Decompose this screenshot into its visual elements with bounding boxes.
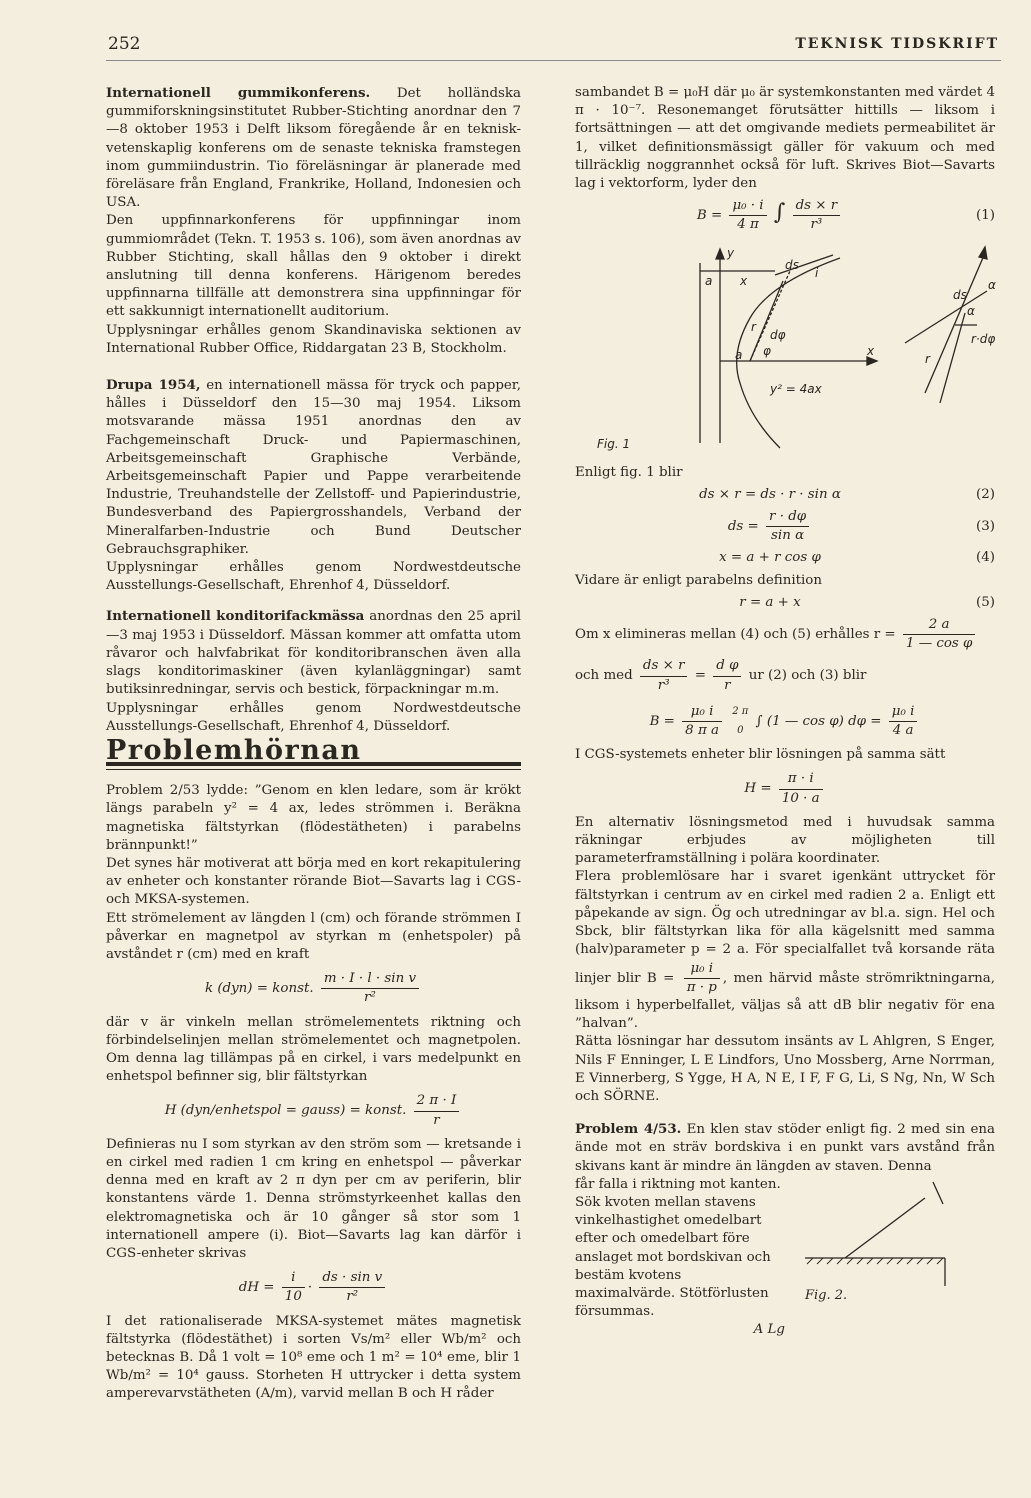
article-konditorifackmassa: Internationell konditorifackmässa anordnas den 25 april —3 maj 1953 i Düsseldorf. Mässan kommer att omfatta utom råvaror och halvfabrikat för konditoribranschen även alla slags konditorimaskiner (även kylanläggningar) samt butiksinredningar, servis och bestick, förpackningar m.m. [106,608,521,698]
formula-dH: dH = $\frac{i}{10}$ · $\frac{\text{ds · sin v}}{\text{r²}}$ [106,1269,521,1306]
paragraph: I det rationaliserade MKSA-systemet mätes magnetisk fältstyrka (flödestäthet) i sorten Vs/m² eller Wb/m² och betecknas B. Då 1 volt = 10⁸ eme och 1 m² = 10⁴ eme, blir 1 Wb/m² = 10⁴ gauss. Storheten H uttrycker i detta system amperevarvstätheten (A/m), varvid mellan B och H råder [106,1313,521,1402]
equation-7: H = $\frac{\pi \cdot i}{10 \cdot a}$ [575,770,995,807]
paragraph: Den uppfinnarkonferens för uppfinningar inom gummiområdet (Tekn. T. 1953 s. 106), som även anordnas av Rubber Stichting, skall hållas den 9 oktober i direkt anslutning till denna konferens. Härigenom beredes uppfinnarna tillfälle att demonstrera sina uppfinningar för ett sakkunnigt internationellt auditorium. [106,213,521,320]
fig1-label: y² = 4ax [770,381,822,396]
paragraph: I CGS-systemets enheter blir lösningen på samma sätt [575,747,946,763]
left-column [106,84,521,1404]
fig1-label: r [925,351,930,366]
article-problem-4-53: Problem 4/53. En klen stav stöder enligt fig. 2 med sin ena ände mot en sträv bordskiva i en punkt vars avstånd från skivans kant är mindre än längden av staven. Denna [575,1121,995,1174]
fig1-label: a [735,347,743,362]
paragraph: Enligt fig. 1 blir [575,464,683,480]
figure-1 [575,243,995,458]
paragraph: där v är vinkeln mellan strömelementets riktning och förbindelselinjen mellan strömelementet och magnetpolen. Om denna lag tillämpas på en cirkel, i vars medelpunkt en enhetspol befinner sig, blir fältstyrkan [106,1014,521,1085]
article-title: Drupa 1954, [106,377,201,394]
paragraph: Om x elimineras mellan (4) och (5) erhålles r = $\frac{2 a}{\text{1 — cos φ}}$ [575,616,995,653]
fig1-caption: Fig. 1 [597,436,631,451]
fig1-label: α [988,277,996,292]
equation-2: ds × r = ds · r · sin α (2) [699,486,995,502]
paragraph: Flera problemlösare har i svaret igenkänt uttrycket för fältstyrkan i centrum av en cirkel med radien 2 a. Enligt ett påpekande av sign. Ög och utredningar av bl.a. sign. Hel och Sbck, blir fältstyrkan lika för alla kägelsnitt med samma (halv)parameter p = 2 a. För specialfallet två korsande räta linjer blir B = $\frac{\text{μ₀ i}}{\pi \cdot p}$ , men härvid måste strömriktningarna, liksom i hyperbelfallet, väljas så att dB blir negativ för ena ”halvan”. [575,869,995,1032]
paragraph: Upplysningar erhålles genom Nordwestdeutsche Ausstellungs-Gesellschaft, Ehrenhof 4, Düsseldorf. [106,700,521,734]
heading-rule-thin [106,769,521,770]
fig1-label: r·dφ [971,331,996,346]
formula-H: H (dyn/enhetspol = gauss) = konst. $\frac{2 \pi \cdot I}{r}$ [106,1092,521,1129]
paragraph: Ett strömelement av längden l (cm) och förande strömmen I påverkar en magnetpol av styrkan m (enhetspoler) på avståndet r (cm) med en kraft [106,910,521,962]
fig1-label: x [740,273,748,288]
fig1-label: ds [953,287,967,302]
fig1-label: r [751,319,756,334]
fig2-caption: Fig. 2. [805,1287,848,1303]
fig1-label: φ [763,343,771,358]
paragraph: Problem 2/53 lydde: ”Genom en klen ledare, som är krökt längs parabeln y² = 4 ax, ledes strömmen i. Beräkna magnetiska fältstyrkan (flödestätheten) i parabelns brännpunkt!” [106,783,521,853]
equation-1: B = $\frac{\text{μ₀ · i}}{4 \pi}$ ∫ $\frac{ds \times r}{\text{r³}}$ (1) [696,198,995,233]
paragraph: sambandet B = μ₀H där μ₀ är systemkonstanten med värdet 4 π · 10⁻⁷. Resonemanget förutsätter hittills — liksom i fortsättningen — att det omgivande mediets permeabilitet är 1, vilket definitionsmässigt gäller för vakuum och med tillräcklig noggrannhet också för luft. Skrives Biot—Savarts lag i vektorform, lyder den [575,85,995,192]
fig1-label: α [967,303,975,318]
fig1-label: ds [785,257,799,272]
problem-4-block [575,1176,995,1340]
equation-6: B = $\frac{\text{μ₀ i}}{\text{8 π a}}$ 2 π 0 ∫ (1 — cos φ) dφ = $\frac{\text{μ₀ i}}{4 a}$ [575,703,995,740]
fig1-label: a [705,273,713,288]
signature: A Lg [753,1322,785,1338]
equation-3: ds = $\frac{r \cdot d\varphi}{\text{sin α}}$ (3) [727,509,995,544]
article-title: Problem 4/53. [575,1121,682,1138]
equation-4: x = a + r cos φ (4) [719,550,995,566]
equation-5: r = a + x (5) [739,594,995,610]
header-rule [106,60,1001,61]
page-number: 252 [108,34,141,54]
article-drupa: Drupa 1954, en internationell mässa för tryck och papper, hålles i Düsseldorf den 15—30 maj 1954. Liksom motsvarande mässa 1951 anordnas den av Fachgemeinschaft Druck- und Papiermaschinen, Arbeitsgemeinschaft Graphische Verbände, Arbeitsgemeinschaft Papier und Pappe verarbeitende Industrie, Treuhandstelle der Zellstoff- und Papierindustrie, Bundesverband des Papiergrosshandels, Verband der Mineralfarben-Industrie och Bund Deutscher Gebrauchsgraphiker. [106,377,521,557]
article-gummikonferens: Internationell gummikonferens. Det holländska gummiforskningsinstitutet Rubber-Stichting anordnar den 7—8 oktober 1953 i Delft liksom föregående år en teknisk-vetenskaplig konferens om de senaste tekniska framstegen inom gummiindustrin. Tio föreläsningar är planerade med föreläsare från England, Frankrike, Holland, Indonesien och USA. [106,85,521,211]
fig1-label: dφ [770,327,786,342]
figure-2-drawing [785,1176,995,1306]
article-title: Internationell konditorifackmässa [106,608,365,625]
paragraph: Definieras nu I som styrkan av den ström som — kretsande i en cirkel med radien 1 cm kring en enhetspol — påverkar denna med en kraft av 2 π dyn per cm av periferin, blir konstantens värde 1. Denna strömstyrkeenhet kallas den elektromagnetiska och är 10 gånger så stor som 1 internationell ampere (i). Biot—Savarts lag kan därför i CGS-enheter skrivas [106,1136,521,1261]
section-heading: Problemhörnan [106,734,362,766]
paragraph: Upplysningar erhålles genom Skandinaviska sektionen av International Rubber Office, Riddargatan 23 B, Stockholm. [106,322,521,356]
figure-2 [785,1176,995,1306]
paragraph: Upplysningar erhålles genom Nordwestdeutsche Ausstellungs-Gesellschaft, Ehrenhof 4, Düsseldorf. [106,560,521,594]
fig1-label: x [867,343,875,358]
article-title: Internationell gummikonferens. [106,85,371,101]
figure-1-drawing [575,243,995,458]
paragraph: Det synes här motiverat att börja med en kort rekapitulering av enheter och konstanter rörande Biot—Savarts lag i CGS- och MKSA-systemen. [106,855,521,908]
paragraph: Rätta lösningar har dessutom insänts av L Ahlgren, S Enger, Nils F Enninger, L E Lindfors, Uno Mossberg, Arne Norrman, E Vinnerberg, S Ygge, H A, N E, I F, F G, Li, S Ng, Nn, W Sch och SÖRNE. [575,1034,995,1104]
paragraph: En alternativ lösningsmetod med i huvudsak samma räkningar erbjudes av möjligheten till parameterframställning i polära koordinater. [575,814,995,867]
formula-k: k (dyn) = konst. $\frac{\text{m · I · l · sin v}}{\text{r²}}$ [106,970,521,1007]
right-column [575,84,995,1340]
paragraph: får falla i riktning mot kanten. Sök kvoten mellan stavens vinkelhastighet omedelbart efter och omedelbart före anslaget mot bordskivan och bestäm kvotens maximalvärde. Stötförlusten försummas. [575,1176,781,1320]
journal-title: TEKNISK TIDSKRIFT [795,36,999,52]
paragraph: och med $\frac{ds \times r}{\text{r³}}$ = $\frac{\text{d φ}}{r}$ ur (2) och (3) blir [575,658,867,693]
fig1-label: y [727,245,735,260]
fig1-label: i [815,265,819,280]
paragraph: Vidare är enligt parabelns definition [575,572,822,588]
